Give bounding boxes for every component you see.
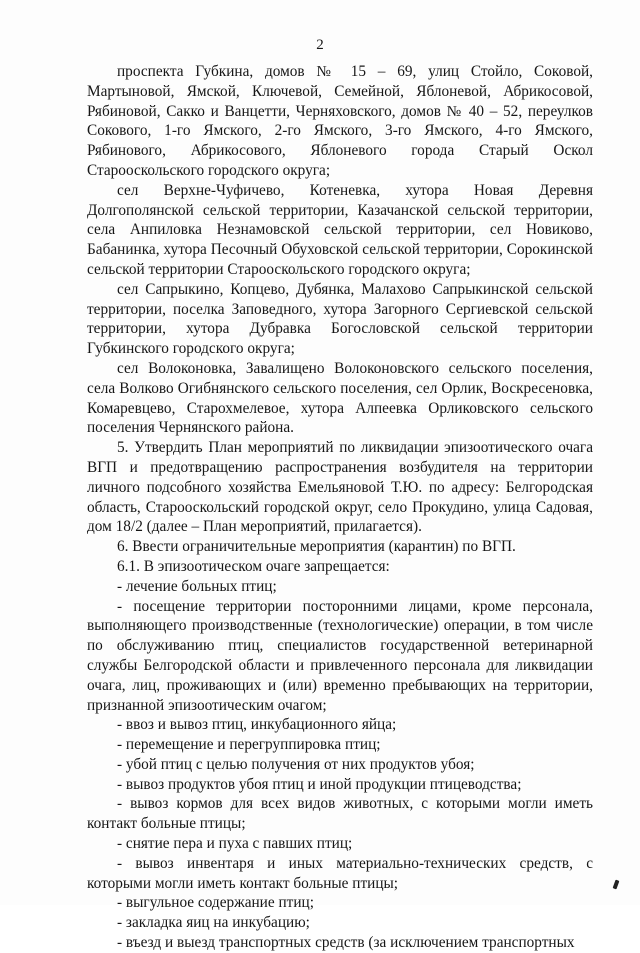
paragraph-villages-gubkin: сел Сапрыкино, Копцево, Дубянка, Малахово Сапрыкинской сельской территории, поселка Заповедного, хутора Загорного Сергиевской сельской территории, хутора Дубравка Богословской сельской территории Губкинского городского округа;: [87, 280, 593, 358]
list-item: - выгульное содержание птиц;: [117, 894, 314, 912]
list-item: - ввоз и вывоз птиц, инкубационного яйца;: [117, 716, 397, 734]
scan-speck: [613, 880, 620, 890]
paragraph-item-6-1: 6.1. В эпизоотическом очаге запрещается:: [117, 557, 390, 575]
paragraph-item-5: 5. Утвердить План мероприятий по ликвидации эпизоотического очага ВГП и предотвращению распространения возбудителя на территории личного подсобного хозяйства Емельяновой Т.Ю. по адресу: Белгородская область, Старооскольский городской округ, село Прокудино, улица Садовая, дом 18/2 (далее – План мероприятий, прилагается).: [87, 439, 593, 536]
list-item: - убой птиц с целью получения от них продуктов убоя;: [117, 755, 475, 773]
paragraph-villages-starooskol: сел Верхне-Чуфичево, Котеневка, хутора Новая Деревня Долгополянской сельской территории, Казачанской сельской территории, села Анпиловка Незнамовской сельской территории, сел Новиково, Бабанинка, хутора Песочный Обуховской сельской территории, Сорокинской сельской территории Старооскольского городского округа;: [87, 181, 593, 278]
document-body: [87, 62, 593, 953]
list-item: - вывоз продуктов убоя птиц и иной продукции птицеводства;: [117, 775, 522, 793]
list-item: - лечение больных птиц;: [117, 577, 277, 595]
list-item: - вывоз кормов для всех видов животных, с которыми могли иметь контакт больные птицы;: [87, 795, 593, 833]
paragraph-item-6: 6. Ввести ограничительные мероприятия (карантин) по ВГП.: [117, 538, 516, 556]
list-item: - въезд и выезд транспортных средств (за исключением транспортных: [117, 934, 575, 952]
list-item: - посещение территории посторонними лицами, кроме персонала, выполняющего производственные (технологические) операции, в том числе по обслуживанию птиц, специалистов государственной ветеринарной службы Белгородской области и привлеченного персонала для ликвидации очага, лиц, проживающих и (или) временно пребывающих на территории, признанной эпизоотическим очагом;: [87, 597, 593, 714]
list-item: - вывоз инвентаря и иных материально-технических средств, с которыми могли иметь контакт больные птицы;: [87, 854, 593, 892]
list-item: - перемещение и перегруппировка птиц;: [117, 736, 381, 754]
list-item: - закладка яиц на инкубацию;: [117, 914, 310, 932]
page-number: 2: [316, 37, 324, 53]
list-item: - снятие пера и пуха с павших птиц;: [117, 835, 353, 853]
paragraph-villages-chernyanka: сел Волоконовка, Завалищено Волоконовского сельского поселения, села Волково Огибнянского сельского поселения, сел Орлик, Воскресеновка, Комаревцево, Старохмелевое, хутора Алпеевка Орликовского сельского поселения Чернянского района.: [87, 359, 593, 437]
paragraph-addresses-city: проспекта Губкина, домов № 15 – 69, улиц Стойло, Соковой, Мартыновой, Ямской, Ключевой, Семейной, Яблоневой, Абрикосовой, Рябиновой, Сакко и Ванцетти, Черняховского, домов № 40 – 52, переулков Сокового, 1-го Ямского, 2-го Ямского, 3-го Ямского, 4-го Ямского, Рябинового, Абрикосового, Яблоневого города Старый Оскол Старооскольского городского округа;: [87, 63, 593, 179]
